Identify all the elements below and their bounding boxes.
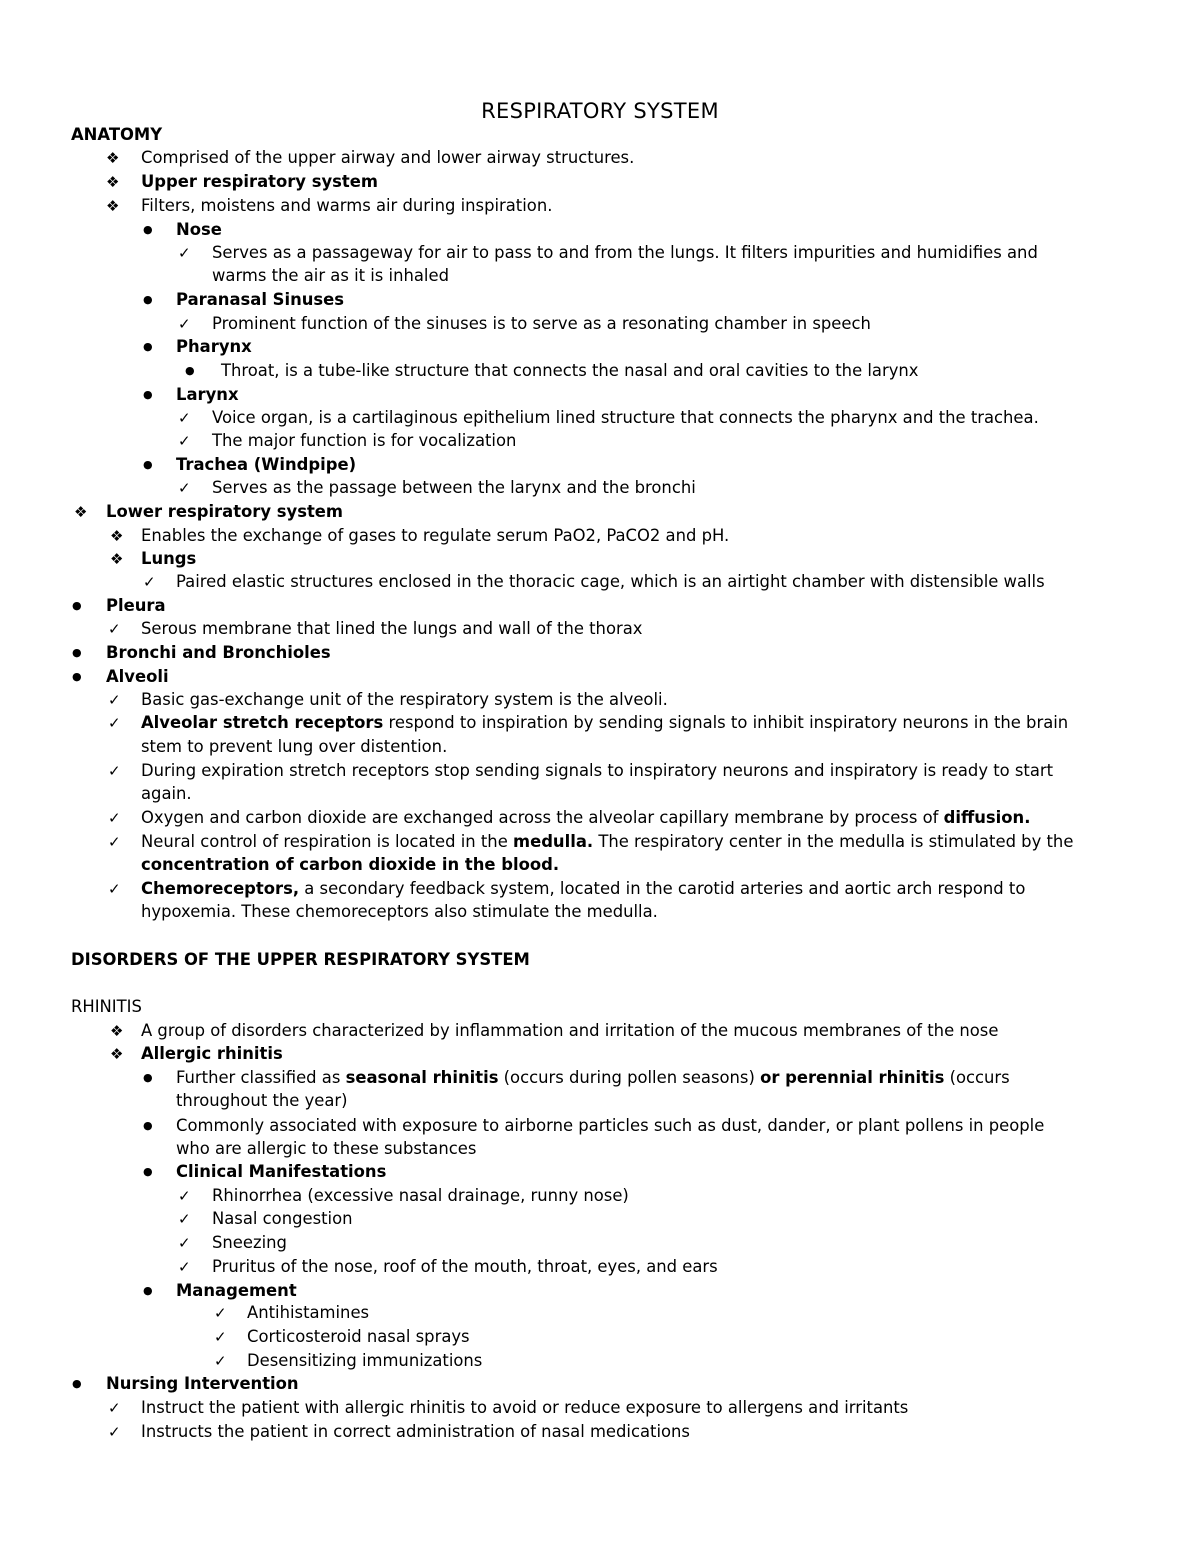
- check-icon: ✓: [108, 809, 121, 827]
- alveoli-detail-text: a secondary feedback system, located in the carotid arteries and aortic arch respond to: [299, 879, 1026, 898]
- trachea-heading: Trachea (Windpipe): [176, 455, 357, 474]
- manifestation-item: Nasal congestion: [212, 1209, 353, 1228]
- check-icon: ✓: [178, 1234, 191, 1252]
- check-icon: ✓: [214, 1304, 227, 1322]
- classification-detail: [176, 1068, 1010, 1088]
- alveoli-detail-text: Neural control of respiration is located in the: [141, 832, 513, 851]
- larynx-heading: Larynx: [176, 385, 239, 404]
- nursing-item: Instruct the patient with allergic rhinitis to avoid or reduce exposure to allergens and irritants: [141, 1398, 909, 1417]
- check-icon: ✓: [108, 880, 121, 898]
- rhinitis-heading: RHINITIS: [71, 997, 142, 1016]
- medulla-term: medulla.: [513, 832, 594, 851]
- alveoli-detail: again.: [141, 784, 192, 803]
- management-item: Desensitizing immunizations: [247, 1351, 483, 1370]
- check-icon: ✓: [178, 1187, 191, 1205]
- rhinitis-detail: A group of disorders characterized by inflammation and irritation of the mucous membranes of the nose: [141, 1021, 999, 1040]
- manifestation-item: Rhinorrhea (excessive nasal drainage, runny nose): [212, 1186, 629, 1205]
- alveoli-detail: hypoxemia. These chemoreceptors also stimulate the medulla.: [141, 902, 658, 921]
- management-item: Antihistamines: [247, 1303, 370, 1322]
- seasonal-rhinitis-term: seasonal rhinitis: [345, 1068, 499, 1087]
- check-icon: ✓: [214, 1352, 227, 1370]
- alveoli-detail: [141, 808, 1030, 828]
- pleura-heading: Pleura: [106, 596, 166, 615]
- nose-detail: warms the air as it is inhaled: [212, 266, 449, 285]
- round-bullet-icon: ●: [143, 458, 153, 471]
- check-icon: ✓: [178, 1258, 191, 1276]
- alveoli-detail: [141, 879, 1025, 899]
- larynx-detail: The major function is for vocalization: [212, 431, 517, 450]
- round-bullet-icon: ●: [143, 1284, 153, 1297]
- bronchi-heading: Bronchi and Bronchioles: [106, 643, 331, 662]
- alveoli-detail: [141, 713, 1068, 733]
- alveoli-detail: [141, 832, 1073, 852]
- diamond-bullet-icon: ❖: [106, 149, 120, 167]
- nose-detail: Serves as a passageway for air to pass to and from the lungs. It filters impurities and humidifies and: [212, 243, 1038, 262]
- sinus-detail: Prominent function of the sinuses is to serve as a resonating chamber in speech: [212, 314, 871, 333]
- clinical-manifestations-heading: Clinical Manifestations: [176, 1162, 387, 1181]
- round-bullet-icon: ●: [143, 1071, 153, 1084]
- pharynx-detail: Throat, is a tube-like structure that connects the nasal and oral cavities to the larynx: [221, 361, 919, 380]
- anatomy-line: Filters, moistens and warms air during inspiration.: [141, 196, 553, 215]
- allergic-rhinitis-heading: Allergic rhinitis: [141, 1044, 283, 1063]
- co2-concentration-term: concentration of carbon dioxide in the blood.: [141, 855, 560, 874]
- upper-system-heading: Upper respiratory system: [141, 172, 378, 191]
- check-icon: ✓: [214, 1328, 227, 1346]
- check-icon: ✓: [178, 315, 191, 333]
- nose-heading: Nose: [176, 220, 222, 239]
- check-icon: ✓: [108, 714, 121, 732]
- round-bullet-icon: ●: [143, 293, 153, 306]
- check-icon: ✓: [178, 432, 191, 450]
- check-icon: ✓: [178, 409, 191, 427]
- diamond-bullet-icon: ❖: [106, 173, 120, 191]
- round-bullet-icon: ●: [185, 364, 195, 377]
- lower-system-heading: Lower respiratory system: [106, 502, 343, 521]
- check-icon: ✓: [178, 1210, 191, 1228]
- alveoli-detail: During expiration stretch receptors stop sending signals to inspiratory neurons and inspiratory is ready to start: [141, 761, 1054, 780]
- alveoli-detail: Basic gas-exchange unit of the respiratory system is the alveoli.: [141, 690, 668, 709]
- round-bullet-icon: ●: [143, 1165, 153, 1178]
- management-item: Corticosteroid nasal sprays: [247, 1327, 470, 1346]
- round-bullet-icon: ●: [72, 670, 82, 683]
- diamond-bullet-icon: ❖: [110, 550, 124, 568]
- anatomy-heading: ANATOMY: [71, 125, 163, 144]
- diamond-bullet-icon: ❖: [110, 1022, 124, 1040]
- pleura-detail: Serous membrane that lined the lungs and wall of the thorax: [141, 619, 643, 638]
- chemoreceptors-term: Chemoreceptors,: [141, 879, 300, 898]
- check-icon: ✓: [143, 573, 156, 591]
- check-icon: ✓: [108, 691, 121, 709]
- diamond-bullet-icon: ❖: [110, 527, 124, 545]
- classification-detail: throughout the year): [176, 1091, 348, 1110]
- classification-text: (occurs: [944, 1068, 1010, 1087]
- trachea-detail: Serves as the passage between the larynx and the bronchi: [212, 478, 696, 497]
- lower-system-detail: Enables the exchange of gases to regulate serum PaO2, PaCO2 and pH.: [141, 526, 730, 545]
- classification-text: (occurs during pollen seasons): [498, 1068, 761, 1087]
- manifestation-item: Pruritus of the nose, roof of the mouth, throat, eyes, and ears: [212, 1257, 718, 1276]
- check-icon: ✓: [108, 833, 121, 851]
- diffusion-term: diffusion.: [943, 808, 1031, 827]
- round-bullet-icon: ●: [143, 388, 153, 401]
- page-title: RESPIRATORY SYSTEM: [481, 99, 719, 123]
- round-bullet-icon: ●: [143, 223, 153, 236]
- alveoli-detail-text: respond to inspiration by sending signals to inhibit inspiratory neurons in the brain: [383, 713, 1069, 732]
- management-heading: Management: [176, 1281, 297, 1300]
- perennial-rhinitis-term: or perennial rhinitis: [760, 1068, 945, 1087]
- association-detail: who are allergic to these substances: [176, 1139, 477, 1158]
- disorders-heading: DISORDERS OF THE UPPER RESPIRATORY SYSTEM: [71, 950, 530, 969]
- round-bullet-icon: ●: [143, 1119, 153, 1132]
- manifestation-item: Sneezing: [212, 1233, 287, 1252]
- classification-text: Further classified as: [176, 1068, 346, 1087]
- alveoli-detail-text: The respiratory center in the medulla is stimulated by the: [593, 832, 1074, 851]
- larynx-detail: Voice organ, is a cartilaginous epithelium lined structure that connects the pharynx and the trachea.: [212, 408, 1039, 427]
- round-bullet-icon: ●: [72, 1377, 82, 1390]
- check-icon: ✓: [108, 762, 121, 780]
- alveoli-heading: Alveoli: [106, 667, 169, 686]
- association-detail: Commonly associated with exposure to airborne particles such as dust, dander, or plant pollens in people: [176, 1116, 1045, 1135]
- round-bullet-icon: ●: [143, 340, 153, 353]
- round-bullet-icon: ●: [72, 599, 82, 612]
- diamond-bullet-icon: ❖: [74, 503, 88, 521]
- alveolar-stretch-term: Alveolar stretch receptors: [141, 713, 384, 732]
- pharynx-heading: Pharynx: [176, 337, 252, 356]
- check-icon: ✓: [178, 244, 191, 262]
- diamond-bullet-icon: ❖: [106, 197, 120, 215]
- alveoli-detail: stem to prevent lung over distention.: [141, 737, 448, 756]
- check-icon: ✓: [108, 620, 121, 638]
- check-icon: ✓: [108, 1423, 121, 1441]
- sinus-heading: Paranasal Sinuses: [176, 290, 345, 309]
- nursing-item: Instructs the patient in correct administration of nasal medications: [141, 1422, 690, 1441]
- check-icon: ✓: [108, 1399, 121, 1417]
- anatomy-line: Comprised of the upper airway and lower airway structures.: [141, 148, 635, 167]
- alveoli-detail-text: Oxygen and carbon dioxide are exchanged across the alveolar capillary membrane by process of: [141, 808, 944, 827]
- lungs-heading: Lungs: [141, 549, 197, 568]
- check-icon: ✓: [178, 479, 191, 497]
- nursing-intervention-heading: Nursing Intervention: [106, 1374, 299, 1393]
- round-bullet-icon: ●: [72, 646, 82, 659]
- diamond-bullet-icon: ❖: [110, 1045, 124, 1063]
- lungs-detail: Paired elastic structures enclosed in the thoracic cage, which is an airtight chamber with distensible walls: [176, 572, 1045, 591]
